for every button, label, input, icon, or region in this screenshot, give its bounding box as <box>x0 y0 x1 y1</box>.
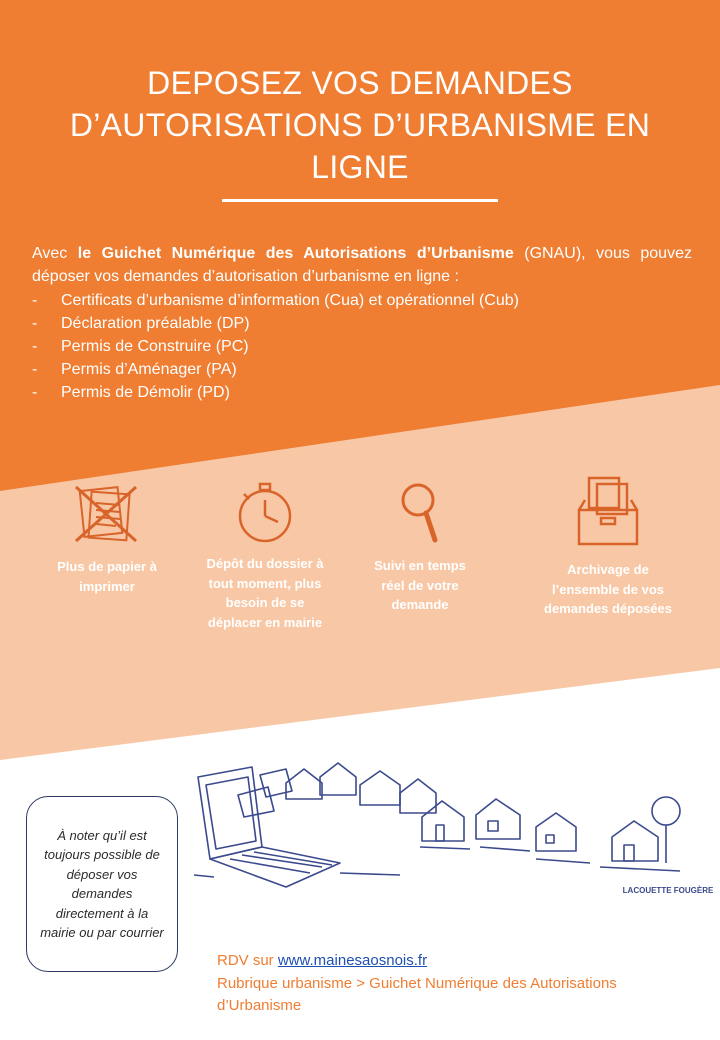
list-item <box>32 381 692 404</box>
rdv-line1 <box>217 950 687 973</box>
intro-suffix: (GNAU), vous pouvez déposer vos demandes d’autorisation d’urbanisme en ligne : <box>32 245 692 285</box>
list-dash: - <box>32 384 38 401</box>
laptop-houses-illustration <box>190 755 714 915</box>
list-dash: - <box>32 315 38 332</box>
list-item-text: Permis de Démolir (PD) <box>61 384 230 401</box>
list-dash: - <box>32 292 38 309</box>
authorization-list <box>32 289 692 404</box>
feature-label: Archivage de l’ensemble de vos demandes déposées <box>544 562 672 616</box>
archive-box-icon <box>575 474 641 546</box>
feature-tracking <box>365 480 475 615</box>
rdv-block <box>217 950 687 1018</box>
rdv-line2: Rubrique urbanisme > Guichet Numérique des Autorisations d’Urbanisme <box>217 974 617 1014</box>
page-title: DEPOSEZ VOS DEMANDES D’AUTORISATIONS D’URBANISME EN LIGNE <box>69 65 651 185</box>
list-item-text: Permis d’Aménager (PA) <box>61 361 237 378</box>
feature-label: Dépôt du dossier à tout moment, plus besoin de se déplacer en mairie <box>206 556 324 630</box>
feature-label: Plus de papier à imprimer <box>57 559 157 594</box>
crossed-paper-icon <box>72 483 142 543</box>
illustration-signature: LACOUETTE FOUGÈRE <box>622 886 714 895</box>
list-item <box>32 289 692 312</box>
intro-prefix: Avec <box>32 245 78 262</box>
feature-no-paper <box>42 483 172 596</box>
intro-bold: le Guichet Numérique des Autorisations d’Urbanisme <box>77 245 514 262</box>
rdv-prefix: RDV sur <box>217 952 278 969</box>
feature-anytime <box>200 480 330 632</box>
list-item-text: Déclaration préalable (DP) <box>61 315 250 332</box>
note-text: À noter qu’il est toujours possible de déposer vos demandes directement à la mairie ou par courrier <box>40 827 164 940</box>
feature-archive <box>538 474 678 619</box>
magnifier-icon <box>395 480 445 546</box>
intro-paragraph <box>32 242 692 288</box>
list-item <box>32 358 692 381</box>
note-box <box>26 796 178 972</box>
stopwatch-icon <box>232 480 298 544</box>
website-link[interactable]: www.mainesaosnois.fr <box>277 952 428 969</box>
list-item-text: Certificats d’urbanisme d’information (Cua) et opérationnel (Cub) <box>61 292 519 309</box>
list-item <box>32 335 692 358</box>
list-dash: - <box>32 361 38 378</box>
list-dash: - <box>32 338 38 355</box>
title-underline <box>222 199 498 202</box>
list-item-text: Permis de Construire (PC) <box>61 338 249 355</box>
feature-label: Suivi en temps réel de votre demande <box>374 558 466 612</box>
list-item <box>32 312 692 335</box>
